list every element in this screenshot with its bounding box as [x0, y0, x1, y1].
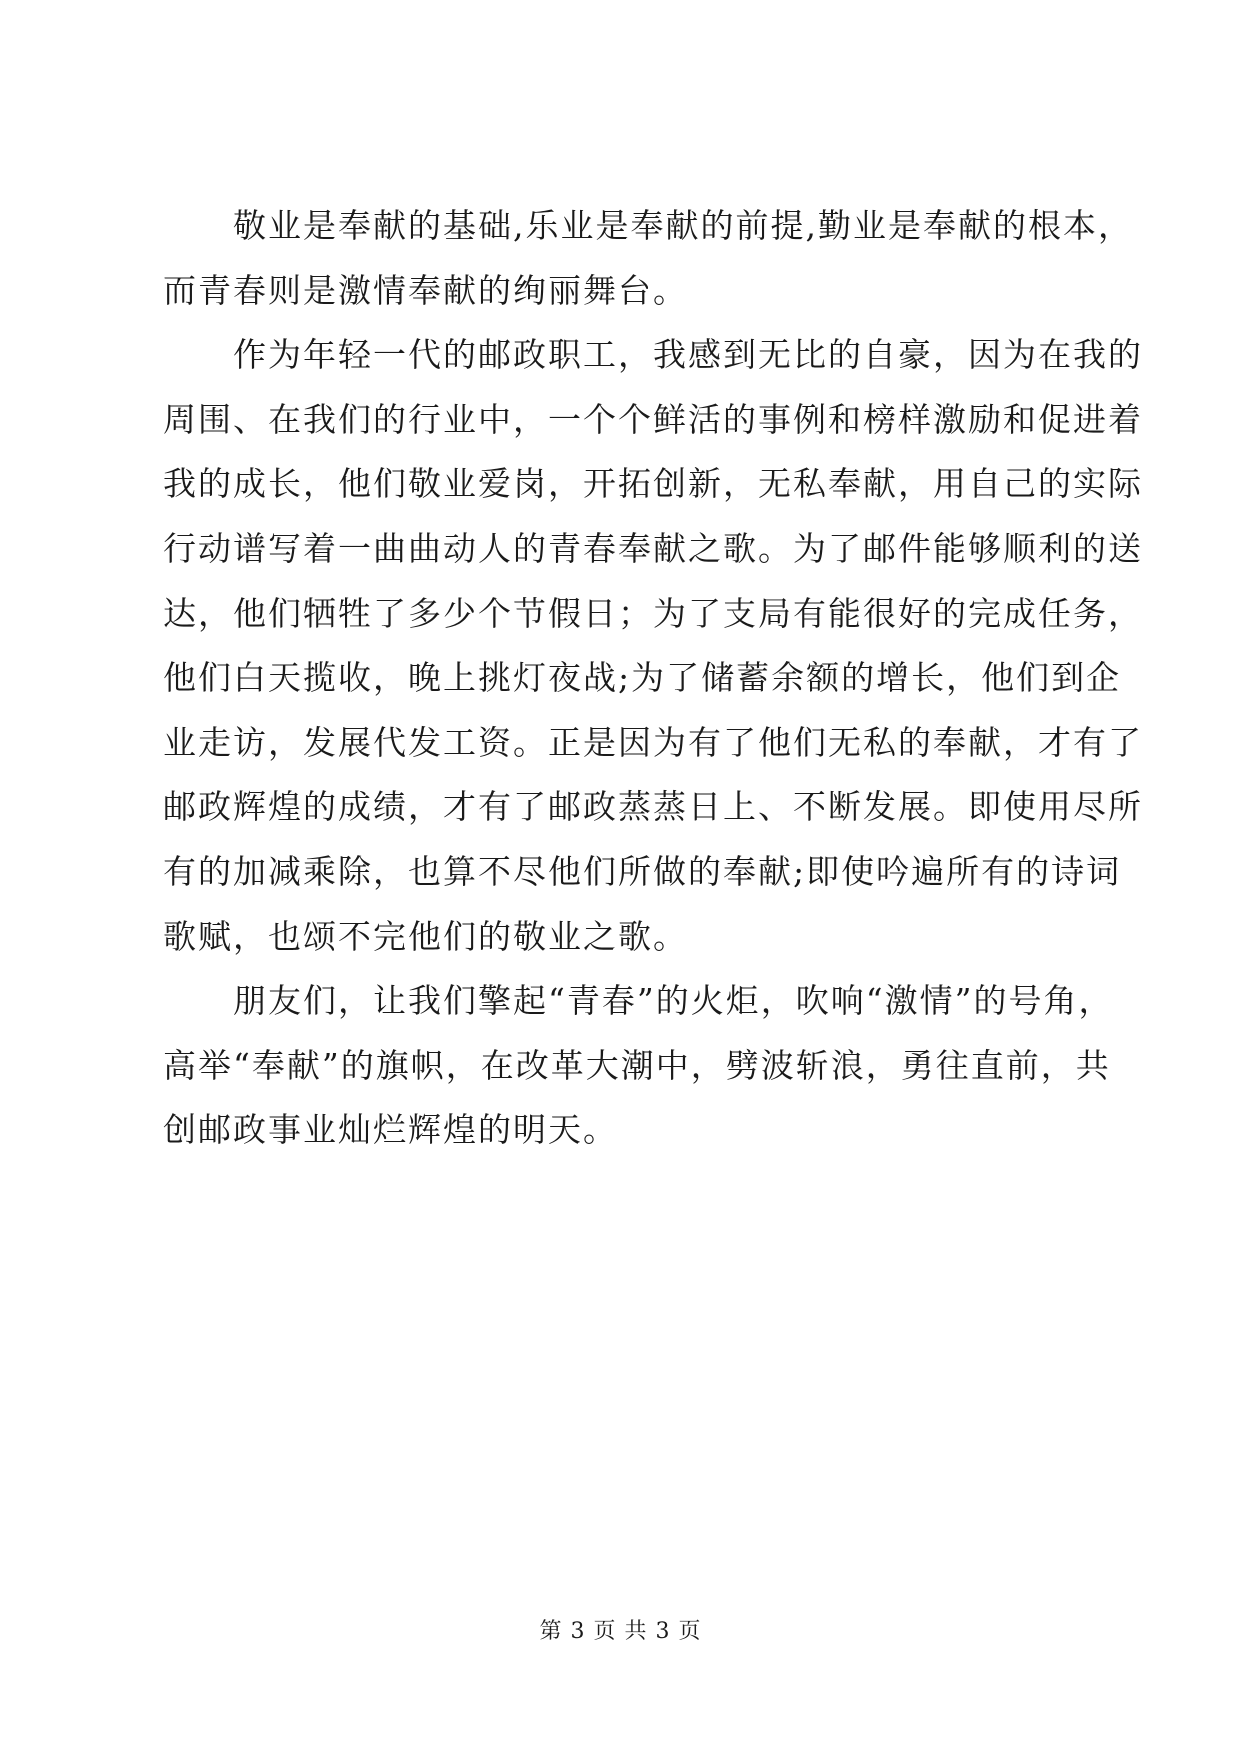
paragraph-line: 高举“奉献”的旗帜，在改革大潮中，劈波斩浪，勇往直前，共 [163, 1045, 1111, 1085]
paragraph-line: 达，他们牺牲了多少个节假日；为了支局有能很好的完成任务， [163, 593, 1143, 633]
paragraph-2 [163, 323, 1143, 969]
paragraph-line: 作为年轻一代的邮政职工，我感到无比的自豪，因为在我的 [233, 335, 1143, 375]
paragraph-line: 有的加减乘除，也算不尽他们所做的奉献;即使吟遍所有的诗词 [163, 851, 1122, 891]
paragraph-line: 邮政辉煌的成绩，才有了邮政蒸蒸日上、不断发展。即使用尽所 [163, 787, 1143, 827]
paragraph-line: 而青春则是激情奉献的绚丽舞台。 [163, 270, 688, 310]
paragraph-line: 敬业是奉献的基础,乐业是奉献的前提,勤业是奉献的根本， [233, 206, 1133, 245]
paragraph-line: 他们白天揽收，晚上挑灯夜战;为了储蓄余额的增长，他们到企 [163, 658, 1122, 698]
paragraph-line: 朋友们，让我们擎起“青春”的火炬，吹响“激情”的号角， [233, 981, 1114, 1021]
paragraph-line: 行动谱写着一曲曲动人的青春奉献之歌。为了邮件能够顺利的送 [163, 528, 1143, 568]
document-body [163, 194, 1143, 1163]
paragraph-line: 歌赋，也颂不完他们的敬业之歌。 [163, 916, 688, 956]
paragraph-line: 业走访，发展代发工资。正是因为有了他们无私的奉献，才有了 [163, 722, 1143, 762]
paragraph-line: 我的成长，他们敬业爱岗，开拓创新，无私奉献，用自己的实际 [163, 464, 1143, 504]
paragraph-line: 创邮政事业灿烂辉煌的明天。 [163, 1110, 618, 1150]
paragraph-line: 周围、在我们的行业中，一个个鲜活的事例和榜样激励和促进着 [163, 399, 1143, 439]
paragraph-1 [163, 194, 1133, 323]
paragraph-3 [163, 969, 1114, 1163]
page-number-footer: 第 3 页 共 3 页 [539, 1619, 702, 1644]
